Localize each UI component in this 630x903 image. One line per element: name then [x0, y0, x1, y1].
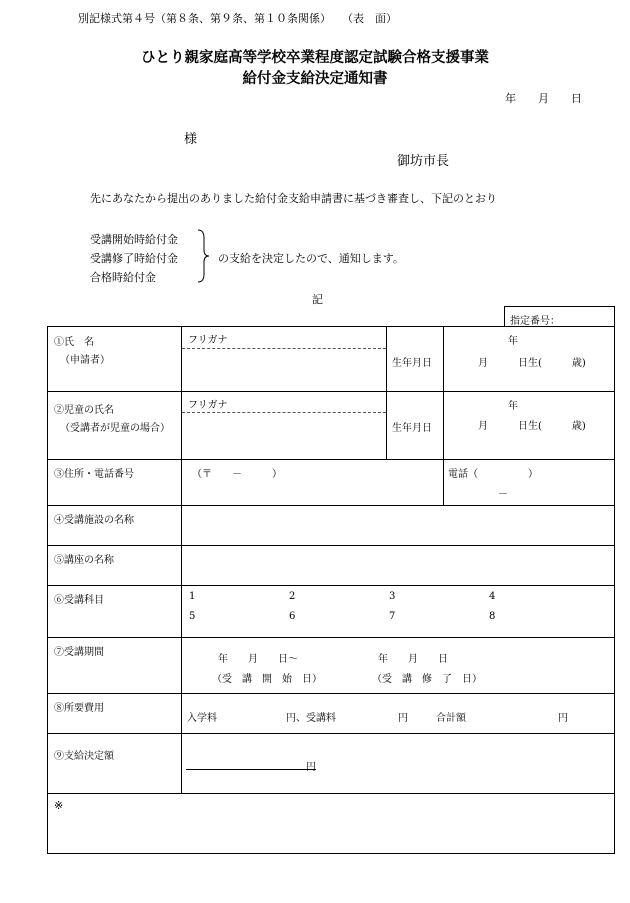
- applicant-birth-monthday: 月 日生( 歳): [478, 358, 586, 369]
- right-brace-icon: [196, 228, 210, 284]
- child-birth-label: 生年月日: [392, 423, 432, 434]
- course-name-label: ⑤講座の名称: [54, 555, 114, 566]
- designation-number-box: [504, 306, 615, 327]
- applicant-sublabel: （申請者）: [60, 355, 110, 366]
- subject-5: 5: [189, 611, 196, 622]
- phone-dash: －: [498, 489, 508, 500]
- costs-label: ⑧所要費用: [54, 703, 104, 714]
- document-title-line1: ひとり親家庭高等学校卒業程度認定試験合格支援事業: [141, 49, 489, 66]
- end-date: 年 月 日: [378, 654, 448, 665]
- addressee-honorific: 様: [184, 132, 198, 147]
- ki-heading: 記: [312, 293, 323, 306]
- child-birth-year: 年: [508, 401, 518, 412]
- payment-type-start: 受講開始時給付金: [90, 233, 178, 246]
- course-period-label: ⑦受講期間: [54, 647, 104, 658]
- child-sublabel: （受講者が児童の場合）: [60, 423, 170, 434]
- start-date: 年 月 日～: [218, 654, 298, 665]
- subject-2: 2: [289, 591, 296, 602]
- phone-field: 電話（ ）: [448, 469, 538, 480]
- remarks-mark: ※: [54, 799, 64, 812]
- subject-1: 1: [189, 591, 196, 602]
- postal-code-field: （〒 － ）: [192, 469, 282, 480]
- applicant-birth-label: 生年月日: [392, 358, 432, 369]
- child-name-label: ②児童の氏名: [54, 405, 114, 416]
- subject-8: 8: [489, 611, 496, 622]
- subject-3: 3: [389, 591, 396, 602]
- address-phone-label: ③住所・電話番号: [54, 469, 134, 480]
- issuer-name: 御坊市長: [397, 154, 450, 169]
- child-birth-monthday: 月 日生( 歳): [478, 421, 586, 432]
- entrance-fee-label: 入学料: [187, 713, 217, 724]
- total-label: 合計額: [436, 713, 466, 724]
- total-yen: 円: [558, 713, 568, 724]
- application-table: [47, 326, 615, 854]
- subject-6: 6: [289, 611, 296, 622]
- child-furigana-label: フリガナ: [188, 400, 228, 411]
- document-title-line2: 給付金支給決定通知書: [242, 70, 388, 87]
- intro-text: 先にあなたから提出のありました給付金支給申請書に基づき審査し、下記のとおり: [90, 192, 497, 205]
- issue-date: 年 月 日: [505, 92, 582, 105]
- form-number: 別記様式第４号（第８条、第９条、第１０条関係） （表 面）: [78, 12, 397, 25]
- subject-4: 4: [489, 591, 496, 602]
- end-date-caption: （受 講 修 了 日）: [372, 674, 482, 685]
- tuition-label: 円、受講料: [286, 713, 336, 724]
- applicant-name-label: ①氏 名: [54, 337, 94, 348]
- subjects-label: ⑥受講科目: [54, 595, 104, 606]
- payment-amount-label: ⑨支給決定額: [54, 751, 114, 762]
- payment-amount-yen: 円: [306, 762, 316, 773]
- applicant-furigana-label: フリガナ: [188, 335, 228, 346]
- payment-type-pass: 合格時給付金: [90, 271, 156, 284]
- subject-7: 7: [389, 611, 396, 622]
- start-date-caption: （受 講 開 始 日）: [212, 674, 322, 685]
- tuition-yen: 円: [398, 713, 408, 724]
- facility-name-label: ④受講施設の名称: [54, 515, 134, 526]
- applicant-birth-year: 年: [508, 336, 518, 347]
- decision-text: の支給を決定したので、通知します。: [218, 252, 404, 265]
- designation-number-label: 指定番号：: [510, 316, 560, 327]
- payment-type-completion: 受講修了時給付金: [90, 252, 178, 265]
